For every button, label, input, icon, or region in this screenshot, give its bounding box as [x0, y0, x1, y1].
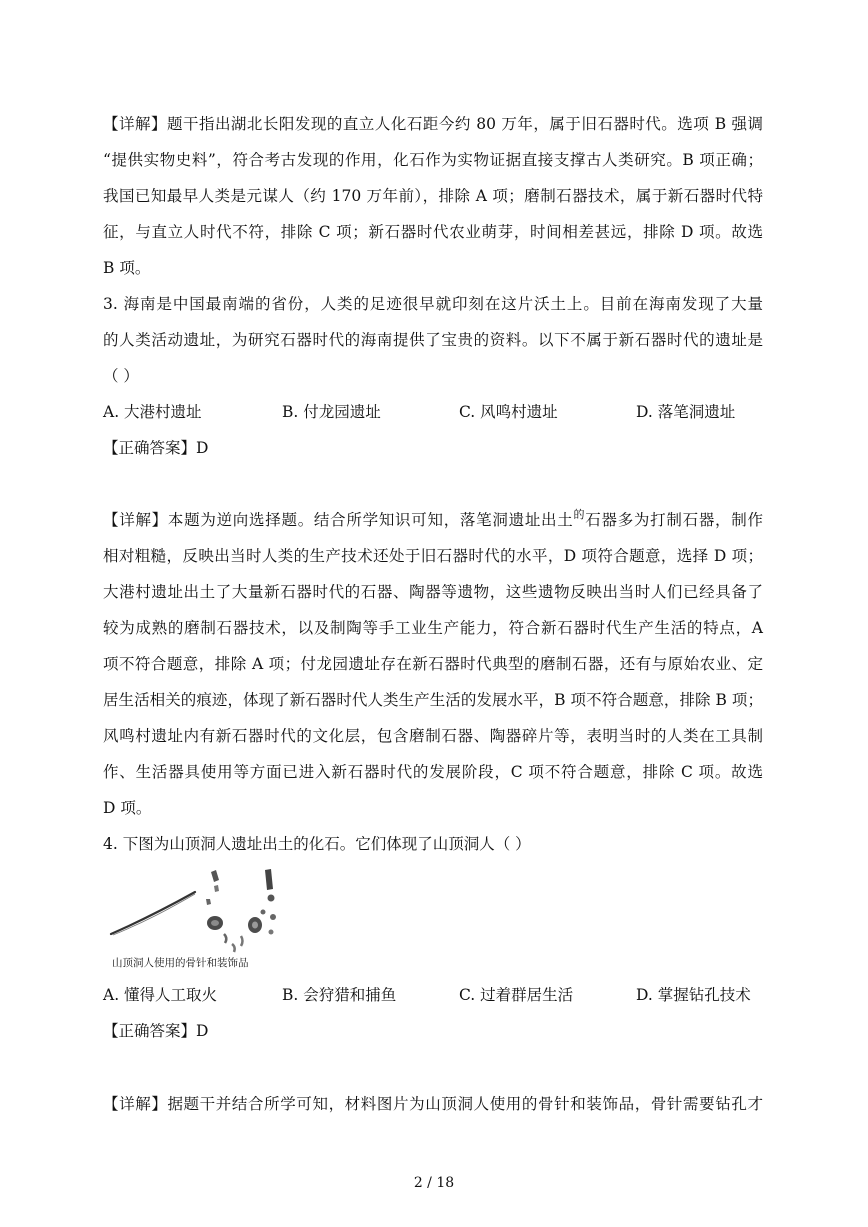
detail-line: 居生活相关的痕迹，体现了新石器时代人类生产生活的发展水平，B 项不符合题意，排除 B 项；	[103, 691, 763, 709]
option-c: C. 过着群居生活	[459, 986, 574, 1004]
page-number: 2 / 18	[413, 1175, 455, 1191]
detail-line: 项不符合题意，排除 A 项；付龙园遗址存在新石器时代典型的磨制石器，还有与原始农业、定	[103, 655, 763, 673]
detail-line: 征，与直立人时代不符，排除 C 项；新石器时代农业萌芽，时间相差甚远，排除 D 项。故选	[103, 223, 763, 241]
option-d: D. 落笔洞遗址	[636, 403, 736, 421]
question-stem: 4. 下图为山顶洞人遗址出土的化石。它们体现了山顶洞人（ ）	[103, 835, 531, 853]
detail-line: 【详解】题干指出湖北长阳发现的直立人化石距今约 80 万年，属于旧石器时代。选项 B 强调	[103, 115, 763, 133]
superscript-mark: 的	[573, 508, 586, 521]
option-c: C. 风鸣村遗址	[459, 403, 558, 421]
detail-line: 较为成熟的磨制石器技术，以及制陶等手工业生产能力，符合新石器时代生产生活的特点，A	[103, 619, 763, 637]
correct-answer: 【正确答案】D	[103, 1022, 209, 1040]
option-a: A. 大港村遗址	[103, 403, 202, 421]
question-stem: 的人类活动遗址，为研究石器时代的海南提供了宝贵的资料。以下不属于新石器时代的遗址是	[103, 331, 763, 349]
detail-line: 大港村遗址出土了大量新石器时代的石器、陶器等遗物，这些遗物反映出当时人们已经具备了	[103, 583, 763, 601]
detail-line: 【详解】据题干并结合所学可知，材料图片为山顶洞人使用的骨针和装饰品，骨针需要钻孔才	[103, 1095, 763, 1113]
option-b: B. 付龙园遗址	[282, 403, 381, 421]
detail-line: “提供实物史料”，符合考古发现的作用，化石作为实物证据直接支撑古人类研究。B 项正确；	[103, 151, 763, 169]
option-d: D. 掌握钻孔技术	[636, 986, 751, 1004]
detail-line: 风鸣村遗址内有新石器时代的文化层，包含磨制石器、陶器碎片等，表明当时的人类在工具制	[103, 727, 763, 745]
detail-line: 作、生活器具使用等方面已进入新石器时代的发展阶段，C 项不符合题意，排除 C 项。故选	[103, 763, 763, 781]
detail-line: D 项。	[103, 799, 152, 817]
figure-caption: 山顶洞人使用的骨针和装饰品	[112, 957, 249, 969]
detail-line: 相对粗糙，反映出当时人类的生产技术还处于旧石器时代的水平，D 项符合题意，选择 D 项；	[103, 547, 763, 565]
correct-answer: 【正确答案】D	[103, 439, 209, 457]
option-a: A. 懂得人工取火	[103, 986, 218, 1004]
detail-line: B 项。	[103, 259, 151, 277]
question-stem: 3. 海南是中国最南端的省份，人类的足迹很早就印刻在这片沃土上。目前在海南发现了大量	[103, 295, 763, 313]
answer-blank: （ ）	[103, 367, 139, 385]
detail-line: 【详解】本题为逆向选择题。结合所学知识可知，落笔洞遗址出土$^的$石器多为打制石器，制作	[103, 508, 763, 529]
option-b: B. 会狩猎和捕鱼	[282, 986, 397, 1004]
detail-line: 我国已知最早人类是元谋人（约 170 万年前），排除 A 项；磨制石器技术，属于新石器时代特	[103, 187, 763, 205]
